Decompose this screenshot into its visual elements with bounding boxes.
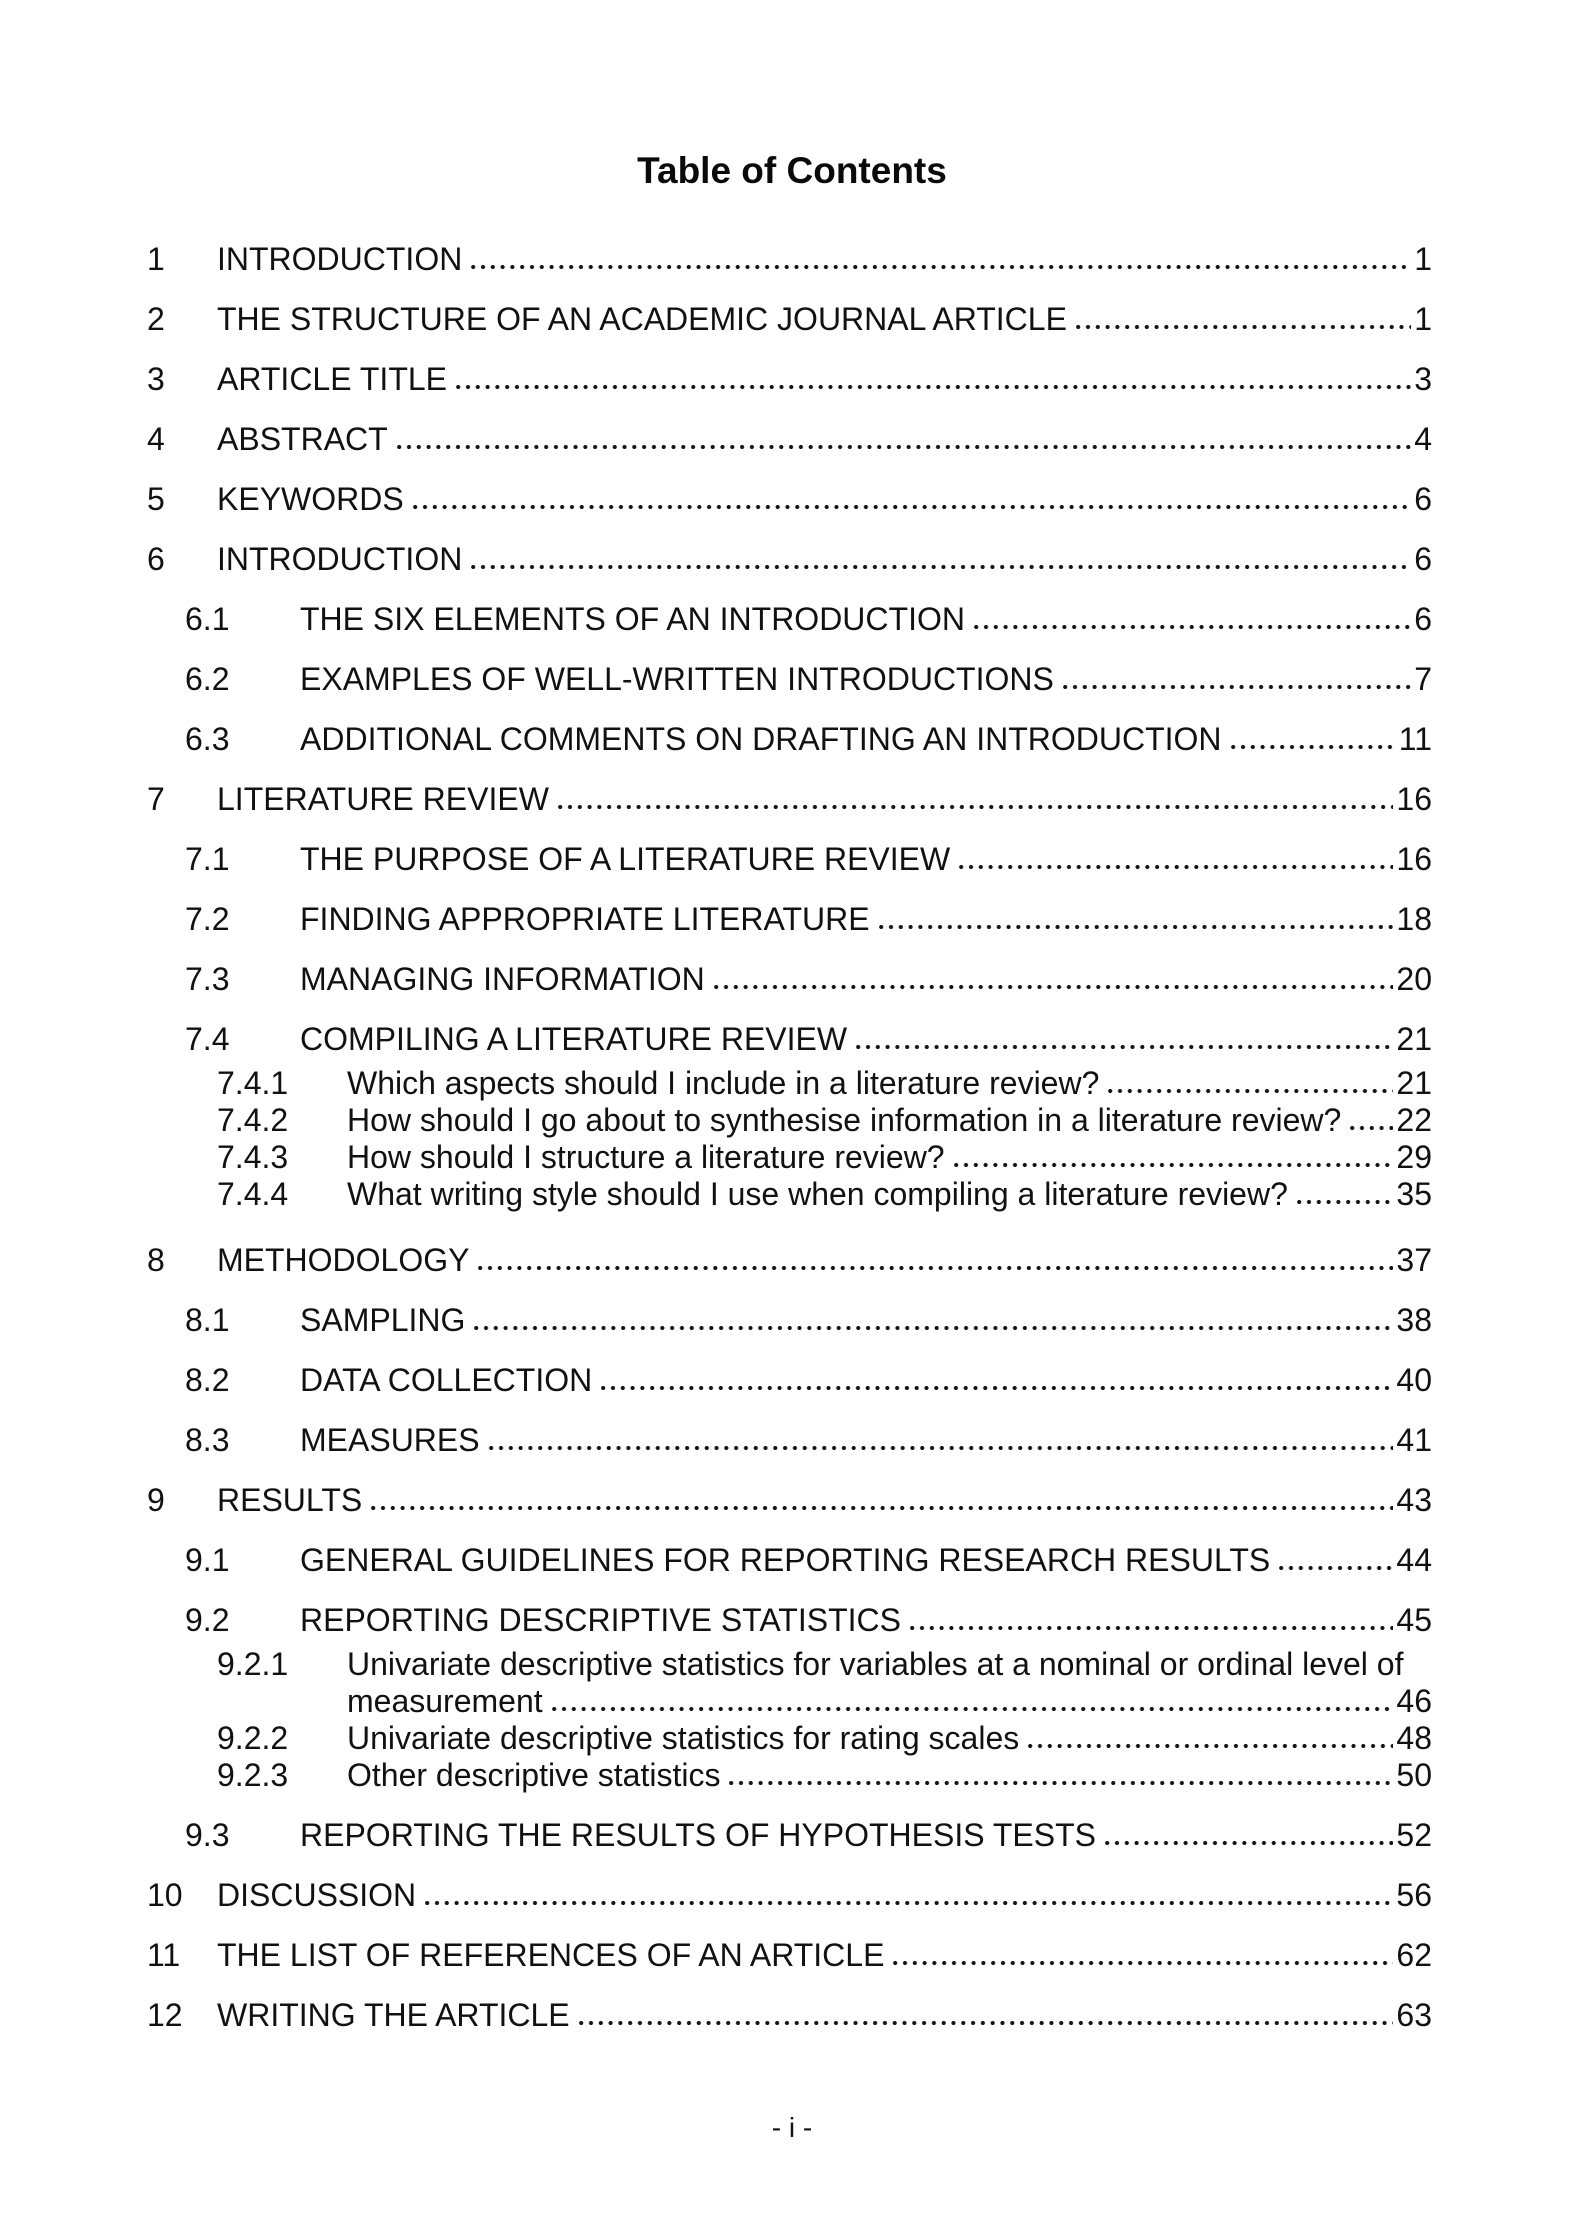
entry-title: How should I structure a literature review?: [347, 1139, 945, 1175]
toc-entry: [147, 1603, 1432, 1637]
entry-number: 7.3: [185, 961, 230, 997]
entry-title: DISCUSSION: [217, 1877, 417, 1913]
entry-number: 8: [147, 1242, 165, 1278]
entry-page-number: 11: [1398, 721, 1432, 757]
toc-entry: [147, 782, 1432, 816]
toc-entry: [147, 1483, 1432, 1517]
entry-page-number: 1: [1414, 301, 1432, 337]
dot-leader: [579, 2020, 1394, 2026]
entry-title: MANAGING INFORMATION: [300, 961, 705, 997]
entry-title: REPORTING THE RESULTS OF HYPOTHESIS TESTS: [300, 1817, 1096, 1853]
dot-leader: [1076, 324, 1411, 330]
dot-leader: [729, 1780, 1393, 1786]
toc-entry: [147, 1022, 1432, 1056]
entry-page-number: 22: [1396, 1102, 1432, 1138]
entry-title: REPORTING DESCRIPTIVE STATISTICS: [300, 1602, 901, 1638]
entry-page-number: 16: [1396, 841, 1432, 877]
dot-leader: [489, 1445, 1394, 1451]
entry-page-number: 50: [1396, 1757, 1432, 1793]
entry-page-number: 38: [1396, 1302, 1432, 1338]
entry-title: INTRODUCTION: [217, 541, 463, 577]
entry-title: ADDITIONAL COMMENTS ON DRAFTING AN INTRODUCTION: [300, 721, 1222, 757]
dot-leader: [893, 1960, 1393, 1966]
dot-leader: [1279, 1565, 1393, 1571]
entry-title: FINDING APPROPRIATE LITERATURE: [300, 901, 870, 937]
entry-page-number: 29: [1396, 1139, 1432, 1175]
entry-number: 6.1: [185, 601, 230, 637]
entry-number: 7.4: [185, 1021, 230, 1057]
dot-leader: [714, 984, 1394, 990]
toc-entry: [147, 1243, 1432, 1277]
entry-number: 8.1: [185, 1302, 230, 1338]
dot-leader: [1350, 1125, 1393, 1131]
toc-entry: [147, 242, 1432, 276]
toc-entry: [147, 722, 1432, 756]
entry-title: GENERAL GUIDELINES FOR REPORTING RESEARCH RESULTS: [300, 1542, 1271, 1578]
entry-page-number: 35: [1396, 1176, 1432, 1212]
dot-leader: [371, 1505, 1393, 1511]
entry-number: 10: [147, 1877, 183, 1913]
entry-title: measurement: [347, 1683, 543, 1719]
entry-title: RESULTS: [217, 1482, 363, 1518]
entry-page-number: 63: [1396, 1997, 1432, 2033]
entry-number: 7.1: [185, 841, 230, 877]
entry-title: How should I go about to synthesise information in a literature review?: [347, 1102, 1342, 1138]
entry-title: SAMPLING: [300, 1302, 466, 1338]
entry-page-number: 43: [1396, 1482, 1432, 1518]
dot-leader: [471, 564, 1411, 570]
toc-entry: [147, 1998, 1432, 2032]
dot-leader: [856, 1044, 1393, 1050]
entry-page-number: 52: [1396, 1817, 1432, 1853]
entry-title: MEASURES: [300, 1422, 480, 1458]
toc-entry: [147, 1758, 1432, 1792]
entry-title: LITERATURE REVIEW: [217, 781, 549, 817]
toc-entry: [147, 662, 1432, 696]
entry-number: 9.1: [185, 1542, 230, 1578]
toc-entry: [147, 1647, 1432, 1681]
dot-leader: [558, 804, 1394, 810]
entry-number: 9.3: [185, 1817, 230, 1853]
page-number-footer: - i -: [771, 2112, 813, 2143]
entry-page-number: 37: [1396, 1242, 1432, 1278]
entry-number: 7.4.3: [217, 1139, 289, 1175]
dot-leader: [552, 1706, 1394, 1712]
page-title: Table of Contents: [637, 150, 947, 191]
entry-number: 7.4.4: [217, 1176, 289, 1212]
entry-number: 7.2: [185, 901, 230, 937]
entry-page-number: 21: [1396, 1021, 1432, 1057]
entry-page-number: 4: [1414, 421, 1432, 457]
toc-entry: [147, 482, 1432, 516]
entry-number: 8.3: [185, 1422, 230, 1458]
entry-number: 6.2: [185, 661, 230, 697]
entry-title: Univariate descriptive statistics for variables at a nominal or ordinal level of: [347, 1646, 1404, 1682]
dot-leader: [474, 1325, 1393, 1331]
toc-entry: [147, 1066, 1432, 1100]
dot-leader: [1231, 744, 1396, 750]
entry-page-number: 1: [1414, 241, 1432, 277]
dot-leader: [959, 864, 1393, 870]
entry-number: 6: [147, 541, 165, 577]
entry-page-number: 7: [1414, 661, 1432, 697]
entry-number: 7.4.2: [217, 1102, 289, 1138]
entry-page-number: 3: [1414, 361, 1432, 397]
entry-title: THE LIST OF REFERENCES OF AN ARTICLE: [217, 1937, 885, 1973]
entry-number: 5: [147, 481, 165, 517]
dot-leader: [478, 1265, 1393, 1271]
toc-entry: [147, 542, 1432, 576]
toc-entry: [147, 362, 1432, 396]
dot-leader: [1028, 1743, 1393, 1749]
toc-entry: [147, 422, 1432, 456]
entry-title: THE SIX ELEMENTS OF AN INTRODUCTION: [300, 601, 965, 637]
entry-title: Which aspects should I include in a literature review?: [347, 1065, 1100, 1101]
entry-page-number: 62: [1396, 1937, 1432, 1973]
dot-leader: [471, 264, 1411, 270]
entry-number: 12: [147, 1997, 183, 2033]
entry-number: 11: [147, 1937, 181, 1973]
entry-title: METHODOLOGY: [217, 1242, 470, 1278]
toc-entry: [147, 1938, 1432, 1972]
dot-leader: [601, 1385, 1393, 1391]
entry-number: 9.2.1: [217, 1646, 289, 1682]
toc-entry: [147, 1818, 1432, 1852]
entry-number: 2: [147, 301, 165, 337]
entry-page-number: 6: [1414, 481, 1432, 517]
dot-leader: [1297, 1199, 1394, 1205]
entry-number: 9.2.3: [217, 1757, 289, 1793]
entry-title: INTRODUCTION: [217, 241, 463, 277]
entry-page-number: 18: [1396, 901, 1432, 937]
dot-leader: [879, 924, 1394, 930]
entry-title: KEYWORDS: [217, 481, 404, 517]
entry-title: Other descriptive statistics: [347, 1757, 721, 1793]
entry-title: THE STRUCTURE OF AN ACADEMIC JOURNAL ARTICLE: [217, 301, 1067, 337]
entry-title: What writing style should I use when compiling a literature review?: [347, 1176, 1288, 1212]
entry-page-number: 6: [1414, 601, 1432, 637]
entry-page-number: 6: [1414, 541, 1432, 577]
entry-number: 9.2.2: [217, 1720, 289, 1756]
entry-page-number: 46: [1396, 1683, 1432, 1719]
toc-entry: [147, 902, 1432, 936]
dot-leader: [425, 1900, 1393, 1906]
toc-entry: [147, 1303, 1432, 1337]
entry-page-number: 21: [1396, 1065, 1432, 1101]
toc-entry: [147, 1103, 1432, 1137]
entry-number: 7.4.1: [217, 1065, 289, 1101]
dot-leader: [413, 504, 1412, 510]
dot-leader: [954, 1162, 1394, 1168]
entry-number: 1: [147, 241, 165, 277]
entry-title: ABSTRACT: [217, 421, 388, 457]
entry-number: 9.2: [185, 1602, 230, 1638]
dot-leader: [1063, 684, 1411, 690]
toc-entry: [147, 1721, 1432, 1755]
toc-entry: [147, 302, 1432, 336]
toc-list: [147, 242, 1432, 2032]
entry-page-number: 56: [1396, 1877, 1432, 1913]
toc-entry: [147, 1140, 1432, 1174]
toc-entry: [147, 1177, 1432, 1211]
toc-entry: [147, 1543, 1432, 1577]
toc-entry: [147, 1878, 1432, 1912]
entry-page-number: 45: [1396, 1602, 1432, 1638]
entry-number: 7: [147, 781, 165, 817]
dot-leader: [974, 624, 1411, 630]
entry-title: EXAMPLES OF WELL-WRITTEN INTRODUCTIONS: [300, 661, 1054, 697]
entry-page-number: 16: [1396, 781, 1432, 817]
dot-leader: [1105, 1840, 1393, 1846]
entry-page-number: 48: [1396, 1720, 1432, 1756]
entry-title: COMPILING A LITERATURE REVIEW: [300, 1021, 848, 1057]
entry-number: 6.3: [185, 721, 230, 757]
entry-title: WRITING THE ARTICLE: [217, 1997, 570, 2033]
entry-title: ARTICLE TITLE: [217, 361, 447, 397]
entry-page-number: 44: [1396, 1542, 1432, 1578]
entry-number: 4: [147, 421, 165, 457]
entry-title: Univariate descriptive statistics for rating scales: [347, 1720, 1020, 1756]
dot-leader: [456, 384, 1411, 390]
toc-entry: [147, 842, 1432, 876]
toc-entry: [147, 1684, 1432, 1718]
toc-entry: [147, 1423, 1432, 1457]
dot-leader: [910, 1625, 1393, 1631]
entry-number: 3: [147, 361, 165, 397]
dot-leader: [397, 444, 1412, 450]
entry-title: DATA COLLECTION: [300, 1362, 593, 1398]
toc-entry: [147, 962, 1432, 996]
toc-entry: [147, 1363, 1432, 1397]
entry-number: 9: [147, 1482, 165, 1518]
entry-title: THE PURPOSE OF A LITERATURE REVIEW: [300, 841, 951, 877]
entry-page-number: 20: [1396, 961, 1432, 997]
dot-leader: [1108, 1088, 1393, 1094]
entry-page-number: 40: [1396, 1362, 1432, 1398]
entry-number: 8.2: [185, 1362, 230, 1398]
entry-page-number: 41: [1396, 1422, 1432, 1458]
toc-entry: [147, 602, 1432, 636]
